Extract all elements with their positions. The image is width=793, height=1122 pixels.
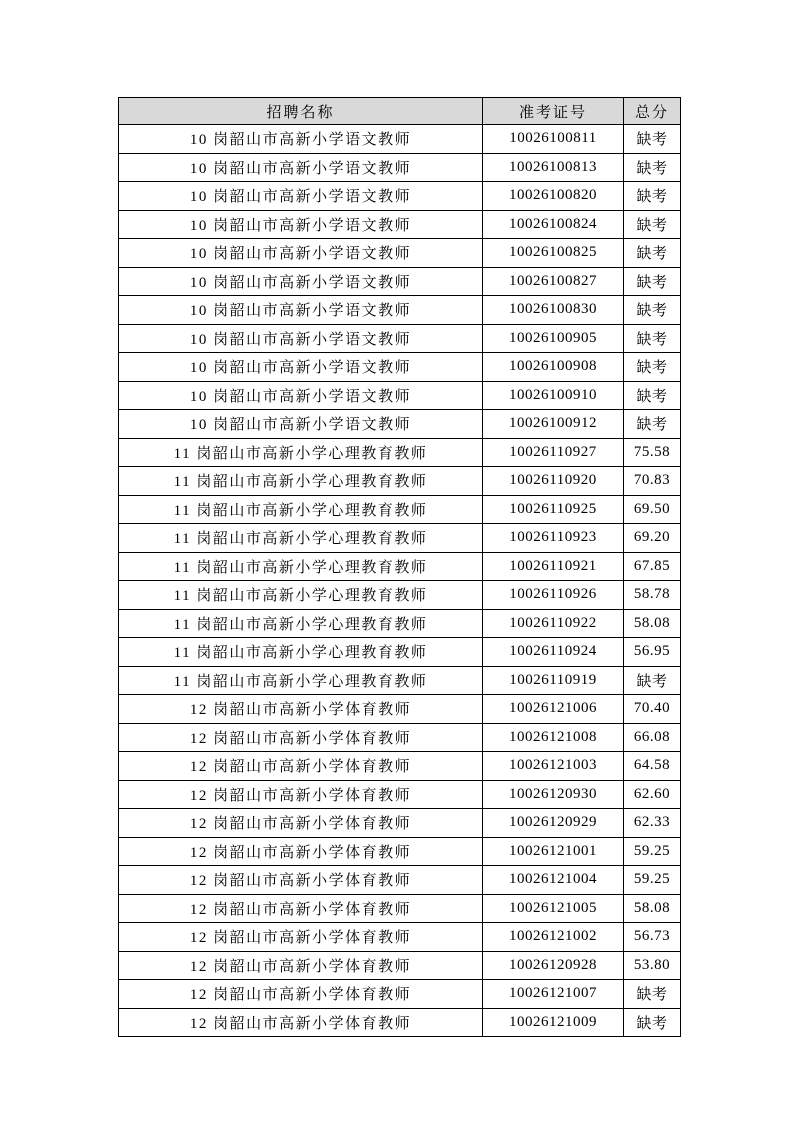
table-row: [119, 239, 681, 268]
table-row: [119, 866, 681, 895]
table-row: [119, 1008, 681, 1037]
score-cell: 59.25: [624, 837, 681, 866]
ticket-number-cell: 10026100910: [483, 381, 624, 410]
table-row: [119, 552, 681, 581]
score-cell: 58.08: [624, 609, 681, 638]
ticket-number-cell: 10026110920: [483, 467, 624, 496]
table-row: [119, 296, 681, 325]
score-cell: 缺考: [624, 239, 681, 268]
ticket-number-cell: 10026100905: [483, 324, 624, 353]
score-cell: 58.08: [624, 894, 681, 923]
ticket-number-cell: 10026121008: [483, 723, 624, 752]
score-cell: 67.85: [624, 552, 681, 581]
table-row: [119, 267, 681, 296]
table-row: [119, 467, 681, 496]
ticket-number-cell: 10026110923: [483, 524, 624, 553]
job-name-cell: 12 岗韶山市高新小学体育教师: [119, 837, 483, 866]
score-cell: 缺考: [624, 210, 681, 239]
job-name-cell: 10 岗韶山市高新小学语文教师: [119, 296, 483, 325]
job-name-cell: 12 岗韶山市高新小学体育教师: [119, 723, 483, 752]
ticket-number-cell: 10026121001: [483, 837, 624, 866]
score-cell: 70.83: [624, 467, 681, 496]
score-cell: 缺考: [624, 980, 681, 1009]
column-header-total-score: 总分: [624, 98, 681, 125]
ticket-number-cell: 10026110927: [483, 438, 624, 467]
ticket-number-cell: 10026110922: [483, 609, 624, 638]
ticket-number-cell: 10026100825: [483, 239, 624, 268]
ticket-number-cell: 10026120929: [483, 809, 624, 838]
results-table-body: [119, 125, 681, 1037]
table-row: [119, 723, 681, 752]
table-row: [119, 951, 681, 980]
table-row: [119, 666, 681, 695]
table-row: [119, 638, 681, 667]
table-row: [119, 524, 681, 553]
table-row: [119, 324, 681, 353]
table-row: [119, 182, 681, 211]
ticket-number-cell: 10026121006: [483, 695, 624, 724]
score-cell: 59.25: [624, 866, 681, 895]
column-header-ticket-number: 准考证号: [483, 98, 624, 125]
score-cell: 56.95: [624, 638, 681, 667]
job-name-cell: 12 岗韶山市高新小学体育教师: [119, 866, 483, 895]
table-row: [119, 210, 681, 239]
job-name-cell: 12 岗韶山市高新小学体育教师: [119, 923, 483, 952]
table-row: [119, 125, 681, 154]
job-name-cell: 11 岗韶山市高新小学心理教育教师: [119, 438, 483, 467]
score-cell: 75.58: [624, 438, 681, 467]
score-cell: 53.80: [624, 951, 681, 980]
score-cell: 缺考: [624, 153, 681, 182]
job-name-cell: 11 岗韶山市高新小学心理教育教师: [119, 609, 483, 638]
ticket-number-cell: 10026110924: [483, 638, 624, 667]
table-row: [119, 752, 681, 781]
job-name-cell: 12 岗韶山市高新小学体育教师: [119, 894, 483, 923]
score-cell: 58.78: [624, 581, 681, 610]
table-row: [119, 438, 681, 467]
job-name-cell: 10 岗韶山市高新小学语文教师: [119, 153, 483, 182]
ticket-number-cell: 10026121003: [483, 752, 624, 781]
table-row: [119, 410, 681, 439]
score-cell: 56.73: [624, 923, 681, 952]
job-name-cell: 12 岗韶山市高新小学体育教师: [119, 695, 483, 724]
ticket-number-cell: 10026121009: [483, 1008, 624, 1037]
ticket-number-cell: 10026120930: [483, 780, 624, 809]
ticket-number-cell: 10026121007: [483, 980, 624, 1009]
table-row: [119, 609, 681, 638]
ticket-number-cell: 10026121004: [483, 866, 624, 895]
ticket-number-cell: 10026100811: [483, 125, 624, 154]
table-row: [119, 581, 681, 610]
table-row: [119, 894, 681, 923]
score-cell: 缺考: [624, 296, 681, 325]
job-name-cell: 10 岗韶山市高新小学语文教师: [119, 381, 483, 410]
job-name-cell: 12 岗韶山市高新小学体育教师: [119, 951, 483, 980]
table-row: [119, 153, 681, 182]
score-cell: 缺考: [624, 410, 681, 439]
ticket-number-cell: 10026121002: [483, 923, 624, 952]
table-row: [119, 837, 681, 866]
job-name-cell: 11 岗韶山市高新小学心理教育教师: [119, 524, 483, 553]
ticket-number-cell: 10026110926: [483, 581, 624, 610]
job-name-cell: 11 岗韶山市高新小学心理教育教师: [119, 638, 483, 667]
results-table-header: [119, 98, 681, 125]
ticket-number-cell: 10026100908: [483, 353, 624, 382]
table-row: [119, 980, 681, 1009]
score-cell: 69.50: [624, 495, 681, 524]
score-cell: 缺考: [624, 267, 681, 296]
score-cell: 缺考: [624, 1008, 681, 1037]
job-name-cell: 12 岗韶山市高新小学体育教师: [119, 780, 483, 809]
table-row: [119, 495, 681, 524]
ticket-number-cell: 10026100820: [483, 182, 624, 211]
job-name-cell: 10 岗韶山市高新小学语文教师: [119, 125, 483, 154]
job-name-cell: 12 岗韶山市高新小学体育教师: [119, 980, 483, 1009]
job-name-cell: 10 岗韶山市高新小学语文教师: [119, 182, 483, 211]
ticket-number-cell: 10026110921: [483, 552, 624, 581]
job-name-cell: 11 岗韶山市高新小学心理教育教师: [119, 581, 483, 610]
job-name-cell: 11 岗韶山市高新小学心理教育教师: [119, 495, 483, 524]
job-name-cell: 10 岗韶山市高新小学语文教师: [119, 267, 483, 296]
score-cell: 缺考: [624, 666, 681, 695]
ticket-number-cell: 10026110925: [483, 495, 624, 524]
ticket-number-cell: 10026120928: [483, 951, 624, 980]
table-row: [119, 381, 681, 410]
table-row: [119, 809, 681, 838]
table-row: [119, 923, 681, 952]
results-table: [118, 97, 681, 1037]
ticket-number-cell: 10026110919: [483, 666, 624, 695]
job-name-cell: 11 岗韶山市高新小学心理教育教师: [119, 467, 483, 496]
job-name-cell: 12 岗韶山市高新小学体育教师: [119, 752, 483, 781]
score-cell: 64.58: [624, 752, 681, 781]
job-name-cell: 12 岗韶山市高新小学体育教师: [119, 809, 483, 838]
ticket-number-cell: 10026121005: [483, 894, 624, 923]
ticket-number-cell: 10026100830: [483, 296, 624, 325]
job-name-cell: 11 岗韶山市高新小学心理教育教师: [119, 666, 483, 695]
header-row: [119, 98, 681, 125]
job-name-cell: 10 岗韶山市高新小学语文教师: [119, 210, 483, 239]
ticket-number-cell: 10026100824: [483, 210, 624, 239]
score-cell: 缺考: [624, 381, 681, 410]
ticket-number-cell: 10026100827: [483, 267, 624, 296]
job-name-cell: 10 岗韶山市高新小学语文教师: [119, 353, 483, 382]
score-cell: 69.20: [624, 524, 681, 553]
table-row: [119, 780, 681, 809]
job-name-cell: 10 岗韶山市高新小学语文教师: [119, 239, 483, 268]
score-cell: 62.33: [624, 809, 681, 838]
job-name-cell: 11 岗韶山市高新小学心理教育教师: [119, 552, 483, 581]
ticket-number-cell: 10026100813: [483, 153, 624, 182]
score-cell: 缺考: [624, 324, 681, 353]
score-cell: 66.08: [624, 723, 681, 752]
score-cell: 62.60: [624, 780, 681, 809]
table-row: [119, 353, 681, 382]
column-header-job-name: 招聘名称: [119, 98, 483, 125]
job-name-cell: 12 岗韶山市高新小学体育教师: [119, 1008, 483, 1037]
score-cell: 缺考: [624, 125, 681, 154]
table-row: [119, 695, 681, 724]
score-cell: 缺考: [624, 353, 681, 382]
score-cell: 70.40: [624, 695, 681, 724]
job-name-cell: 10 岗韶山市高新小学语文教师: [119, 410, 483, 439]
score-cell: 缺考: [624, 182, 681, 211]
job-name-cell: 10 岗韶山市高新小学语文教师: [119, 324, 483, 353]
ticket-number-cell: 10026100912: [483, 410, 624, 439]
